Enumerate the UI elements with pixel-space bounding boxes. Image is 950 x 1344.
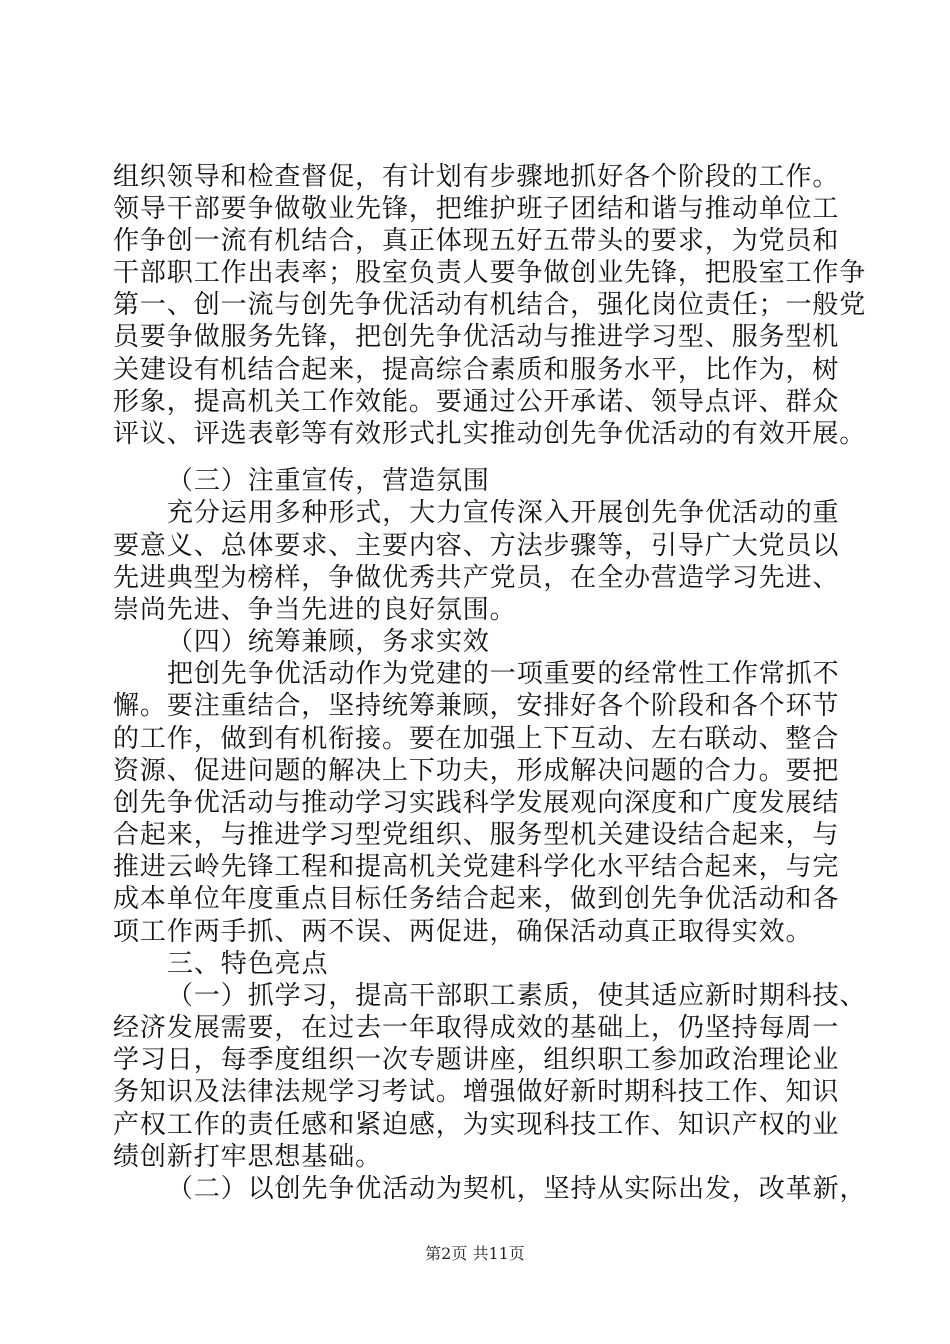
text-line: 务知识及法律法规学习考试。增强做好新时期科技工作、知识 xyxy=(113,1077,840,1107)
text-line: 组织领导和检查督促，有计划有步骤地抓好各个阶段的工作。 xyxy=(113,162,840,192)
text-line: 经济发展需要，在过去一年取得成效的基础上，仍坚持每周一 xyxy=(113,1013,840,1043)
text-line: 学习日，每季度组织一次专题讲座，组织职工参加政治理论业 xyxy=(113,1045,840,1075)
text-line: 关建设有机结合起来，提高综合素质和服务水平，比作为，树 xyxy=(113,355,840,385)
text-line: 充分运用多种形式，大力宣传深入开展创先争优活动的重 xyxy=(167,498,840,528)
text-line: 推进云岭先锋工程和提高机关党建科学化水平结合起来，与完 xyxy=(113,852,840,882)
text-line: 第一、创一流与创先争优活动有机结合，强化岗位责任；一般党 xyxy=(113,290,867,320)
text-line: 先进典型为榜样，争做优秀共产党员，在全办营造学习先进、 xyxy=(113,563,840,593)
text-line: 领导干部要争做敬业先锋，把维护班子团结和谐与推动单位工 xyxy=(113,194,840,224)
text-line: 形象，提高机关工作效能。要通过公开承诺、领导点评、群众 xyxy=(113,387,840,417)
text-line: （二）以创先争优活动为契机，坚持从实际出发，改革新， xyxy=(167,1174,867,1204)
section-heading: （三）注重宣传，营造氛围 xyxy=(167,466,490,496)
text-line: （一）抓学习，提高干部职工素质，使其适应新时期科技、 xyxy=(167,981,867,1011)
text-line: 员要争做服务先锋，把创先争优活动与推进学习型、服务型机 xyxy=(113,322,840,352)
text-line: 项工作两手抓、两不误、两促进，确保活动真正取得实效。 xyxy=(113,917,813,947)
text-line: 懈。要注重结合，坚持统筹兼顾，安排好各个阶段和各个环节 xyxy=(113,691,840,721)
text-line: 资源、促进问题的解决上下功夫，形成解决问题的合力。要把 xyxy=(113,756,840,786)
text-line: 作争创一流有机结合，真正体现五好五带头的要求，为党员和 xyxy=(113,226,840,256)
text-line: 评议、评选表彰等有效形式扎实推动创先争优活动的有效开展。 xyxy=(113,419,867,449)
section-heading: 三、特色亮点 xyxy=(167,949,329,979)
page-number-footer: 第2页 共11页 xyxy=(425,1244,525,1263)
text-line: 绩创新打牢思想基础。 xyxy=(113,1142,383,1172)
text-line: 合起来，与推进学习型党组织、服务型机关建设结合起来，与 xyxy=(113,820,840,850)
text-line: 把创先争优活动作为党建的一项重要的经常性工作常抓不 xyxy=(167,659,840,689)
text-line: 干部职工作出表率；股室负责人要争做创业先锋，把股室工作争 xyxy=(113,258,867,288)
text-line: 要意义、总体要求、主要内容、方法步骤等，引导广大党员以 xyxy=(113,531,840,561)
text-line: 的工作，做到有机衔接。要在加强上下互动、左右联动、整合 xyxy=(113,724,840,754)
text-line: 崇尚先进、争当先进的良好氛围。 xyxy=(113,595,517,625)
text-line: 创先争优活动与推动学习实践科学发展观向深度和广度发展结 xyxy=(113,788,840,818)
text-line: 产权工作的责任感和紧迫感，为实现科技工作、知识产权的业 xyxy=(113,1110,840,1140)
text-line: 成本单位年度重点目标任务结合起来，做到创先争优活动和各 xyxy=(113,884,840,914)
section-heading: （四）统筹兼顾，务求实效 xyxy=(167,627,490,657)
